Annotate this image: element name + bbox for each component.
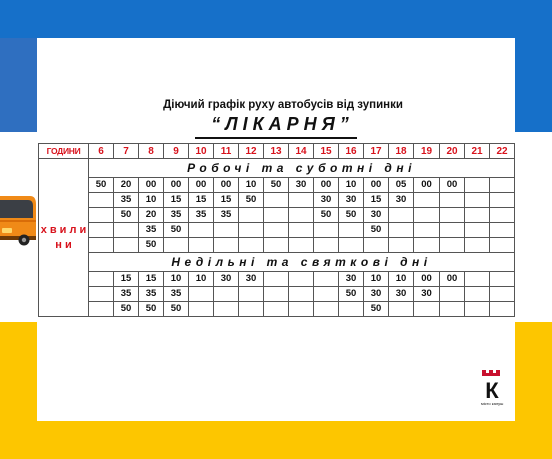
- minute-cell: 15: [189, 192, 214, 207]
- minute-cell: [289, 301, 314, 316]
- minute-cell: [339, 301, 364, 316]
- minute-cell: [414, 237, 440, 252]
- minute-cell: [490, 286, 515, 301]
- minute-cell: 50: [339, 286, 364, 301]
- hour-cell: 22: [490, 144, 515, 159]
- hour-cell: 14: [289, 144, 314, 159]
- minute-cell: [264, 271, 289, 286]
- minute-cell: 50: [139, 301, 164, 316]
- minutes-label: х в и л и н и: [39, 159, 89, 317]
- minute-cell: [490, 237, 515, 252]
- blue-side-band-right: [515, 38, 552, 132]
- minute-cell: 35: [114, 286, 139, 301]
- minute-cell: [440, 207, 465, 222]
- minute-cell: [264, 222, 289, 237]
- minute-cell: [189, 301, 214, 316]
- minute-cell: [239, 286, 264, 301]
- table-row: [39, 207, 515, 222]
- table-row: [39, 237, 515, 252]
- minute-cell: [89, 207, 114, 222]
- minute-cell: [314, 237, 339, 252]
- minute-cell: 50: [114, 301, 139, 316]
- minute-cell: 50: [314, 207, 339, 222]
- minute-cell: [239, 301, 264, 316]
- minute-cell: [89, 222, 114, 237]
- minute-cell: [264, 237, 289, 252]
- weekday-section-row: [39, 159, 515, 178]
- minute-cell: 05: [389, 177, 414, 192]
- bus-icon: [0, 190, 37, 248]
- minute-cell: 15: [139, 271, 164, 286]
- minute-cell: 00: [440, 271, 465, 286]
- minute-cell: 10: [389, 271, 414, 286]
- table-row: [39, 222, 515, 237]
- minute-cell: 35: [139, 222, 164, 237]
- table-row: [39, 301, 515, 316]
- timetable: [38, 143, 515, 317]
- hour-cell: 6: [89, 144, 114, 159]
- hour-cell: 21: [465, 144, 490, 159]
- minute-cell: [289, 207, 314, 222]
- minute-cell: 50: [164, 301, 189, 316]
- minute-cell: [114, 237, 139, 252]
- minute-cell: [289, 237, 314, 252]
- minute-cell: 50: [364, 222, 389, 237]
- minute-cell: 00: [314, 177, 339, 192]
- table-row: [39, 192, 515, 207]
- minute-cell: [164, 237, 189, 252]
- minute-cell: 30: [339, 271, 364, 286]
- minute-cell: [414, 192, 440, 207]
- minute-cell: [440, 192, 465, 207]
- minute-cell: [314, 271, 339, 286]
- blue-side-band-left: [0, 38, 37, 132]
- minute-cell: [490, 271, 515, 286]
- minute-cell: [389, 222, 414, 237]
- minute-cell: [264, 207, 289, 222]
- hour-cell: 12: [239, 144, 264, 159]
- minute-cell: [314, 222, 339, 237]
- minute-cell: [490, 192, 515, 207]
- minute-cell: 10: [189, 271, 214, 286]
- minute-cell: [214, 222, 239, 237]
- minute-cell: [465, 207, 490, 222]
- minute-cell: 30: [364, 207, 389, 222]
- minute-cell: [114, 222, 139, 237]
- minute-cell: 30: [364, 286, 389, 301]
- minute-cell: [465, 222, 490, 237]
- minute-cell: [490, 222, 515, 237]
- city-kalush-logo: [479, 368, 505, 412]
- hour-cell: 19: [414, 144, 440, 159]
- minute-cell: [214, 237, 239, 252]
- minute-cell: 50: [264, 177, 289, 192]
- hour-cell: 13: [264, 144, 289, 159]
- hour-cell: 8: [139, 144, 164, 159]
- minute-cell: 15: [214, 192, 239, 207]
- holiday-section-row: [39, 252, 515, 271]
- minute-cell: [314, 286, 339, 301]
- minute-cell: 30: [389, 192, 414, 207]
- stop-name-underline: [195, 137, 357, 139]
- minute-cell: 50: [139, 237, 164, 252]
- minute-cell: [289, 192, 314, 207]
- minute-cell: [89, 286, 114, 301]
- minute-cell: [239, 207, 264, 222]
- minute-cell: [189, 222, 214, 237]
- minute-cell: 30: [414, 286, 440, 301]
- minute-cell: [314, 301, 339, 316]
- minute-cell: [364, 237, 389, 252]
- minute-cell: [440, 286, 465, 301]
- minute-cell: 10: [239, 177, 264, 192]
- logo-letter: К: [485, 378, 499, 403]
- minute-cell: 30: [389, 286, 414, 301]
- minute-cell: [189, 237, 214, 252]
- minute-cell: [440, 301, 465, 316]
- minute-cell: 30: [239, 271, 264, 286]
- minute-cell: 35: [139, 286, 164, 301]
- minute-cell: [389, 301, 414, 316]
- hour-cell: 15: [314, 144, 339, 159]
- minute-cell: 50: [89, 177, 114, 192]
- minute-cell: [264, 192, 289, 207]
- minute-cell: [490, 301, 515, 316]
- minute-cell: 10: [164, 271, 189, 286]
- minute-cell: 35: [189, 207, 214, 222]
- minute-cell: [465, 286, 490, 301]
- minute-cell: [465, 301, 490, 316]
- holiday-section-label: Недільні та святкові дні: [89, 252, 515, 271]
- hour-cell: 10: [189, 144, 214, 159]
- minute-cell: [264, 301, 289, 316]
- minute-cell: [389, 237, 414, 252]
- minute-cell: [89, 192, 114, 207]
- minute-cell: [414, 301, 440, 316]
- minute-cell: [339, 222, 364, 237]
- minute-cell: 00: [214, 177, 239, 192]
- minute-cell: 30: [214, 271, 239, 286]
- minute-cell: 00: [440, 177, 465, 192]
- table-row: [39, 286, 515, 301]
- minute-cell: 10: [139, 192, 164, 207]
- hour-cell: 20: [440, 144, 465, 159]
- weekday-section-label: Робочі та суботні дні: [89, 159, 515, 178]
- minute-cell: [440, 222, 465, 237]
- minute-cell: [239, 237, 264, 252]
- minute-cell: 00: [164, 177, 189, 192]
- hour-cell: 11: [214, 144, 239, 159]
- hour-cell: 18: [389, 144, 414, 159]
- minute-cell: [264, 286, 289, 301]
- minute-cell: [289, 222, 314, 237]
- minute-cell: 15: [164, 192, 189, 207]
- minute-cell: [189, 286, 214, 301]
- minute-cell: [239, 222, 264, 237]
- hours-header-row: [39, 144, 515, 159]
- minute-cell: 00: [189, 177, 214, 192]
- minute-cell: 50: [164, 222, 189, 237]
- minute-cell: [289, 271, 314, 286]
- minute-cell: 35: [164, 286, 189, 301]
- minute-cell: 35: [164, 207, 189, 222]
- minute-cell: 50: [339, 207, 364, 222]
- minute-cell: 50: [364, 301, 389, 316]
- minute-cell: 20: [139, 207, 164, 222]
- hour-cell: 7: [114, 144, 139, 159]
- minute-cell: 00: [364, 177, 389, 192]
- minute-cell: 30: [339, 192, 364, 207]
- minute-cell: 50: [114, 207, 139, 222]
- minute-cell: [490, 207, 515, 222]
- hours-label: ГОДИНИ: [39, 144, 89, 159]
- minute-cell: [490, 177, 515, 192]
- minute-cell: 35: [114, 192, 139, 207]
- hour-cell: 9: [164, 144, 189, 159]
- minute-cell: 50: [239, 192, 264, 207]
- minute-cell: [414, 222, 440, 237]
- minute-cell: 30: [314, 192, 339, 207]
- minute-cell: [465, 271, 490, 286]
- minute-cell: 00: [139, 177, 164, 192]
- minute-cell: [214, 301, 239, 316]
- minute-cell: [289, 286, 314, 301]
- minute-cell: [465, 237, 490, 252]
- minute-cell: 20: [114, 177, 139, 192]
- table-row: [39, 271, 515, 286]
- minute-cell: 10: [339, 177, 364, 192]
- minute-cell: 10: [364, 271, 389, 286]
- minute-cell: [440, 237, 465, 252]
- minute-cell: [214, 286, 239, 301]
- table-row: [39, 177, 515, 192]
- minute-cell: [339, 237, 364, 252]
- minute-cell: [89, 237, 114, 252]
- minute-cell: 00: [414, 177, 440, 192]
- minute-cell: 15: [364, 192, 389, 207]
- minute-cell: 30: [289, 177, 314, 192]
- hour-cell: 16: [339, 144, 364, 159]
- minute-cell: [389, 207, 414, 222]
- minute-cell: [414, 207, 440, 222]
- schedule-title: Діючий графік руху автобусів від зупинки: [163, 99, 403, 111]
- hour-cell: 17: [364, 144, 389, 159]
- minute-cell: [89, 271, 114, 286]
- minute-cell: [465, 177, 490, 192]
- minute-cell: 15: [114, 271, 139, 286]
- minute-cell: 00: [414, 271, 440, 286]
- logo-caption: місто калуш: [481, 401, 504, 406]
- stop-name: “ЛІКАРНЯ”: [211, 114, 354, 134]
- minute-cell: 35: [214, 207, 239, 222]
- minute-cell: [89, 301, 114, 316]
- minute-cell: [465, 192, 490, 207]
- blue-flag-band: [0, 0, 552, 38]
